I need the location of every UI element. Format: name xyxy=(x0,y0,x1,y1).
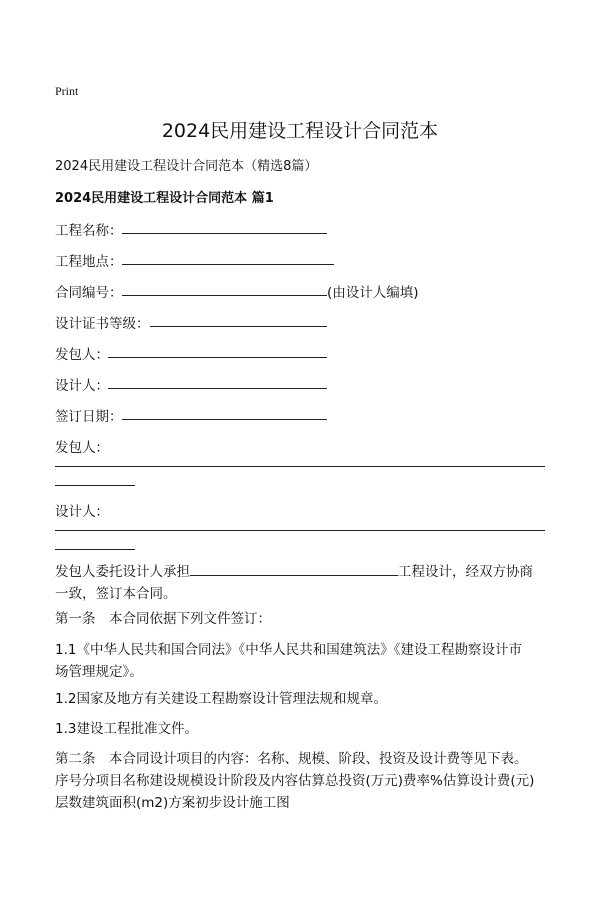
field-label-cert-level: 设计证书等级： xyxy=(55,316,150,332)
cert-level-blank[interactable] xyxy=(150,326,327,327)
project-name-blank[interactable] xyxy=(122,233,327,234)
designer-block-line-2[interactable] xyxy=(55,549,135,550)
section-title: 2024民用建设工程设计合同范本 篇1 xyxy=(55,191,274,206)
field-label-project-location: 工程地点： xyxy=(55,254,123,270)
designer-blank[interactable] xyxy=(108,388,327,389)
designer-block-label: 设计人： xyxy=(55,504,109,520)
intro-paragraph xyxy=(55,561,533,605)
field-label-designer: 设计人： xyxy=(55,378,109,394)
intro-part-2: 工程设计，经双方协商 xyxy=(398,564,533,580)
article-1: 第一条 本合同依据下列文件签订： xyxy=(55,611,271,627)
contract-no-blank[interactable] xyxy=(122,295,327,296)
sign-date-blank[interactable] xyxy=(122,419,327,420)
document-title: 2024民用建设工程设计合同范本 xyxy=(161,120,439,142)
print-label[interactable]: Print xyxy=(55,84,79,98)
article-2-line-3: 层数建筑面积(m2)方案初步设计施工图 xyxy=(55,795,290,811)
intro-part-1: 发包人委托设计人承担 xyxy=(55,564,190,580)
item-1-1-line-2: 场管理规定》。 xyxy=(55,664,143,680)
item-1-3: 1.3建设工程批准文件。 xyxy=(55,721,198,737)
contract-no-note: (由设计人编填) xyxy=(327,285,419,301)
item-1-1 xyxy=(55,639,522,683)
employer-blank[interactable] xyxy=(108,357,327,358)
item-1-2: 1.2国家及地方有关建设工程勘察设计管理法规和规章。 xyxy=(55,691,387,707)
field-label-contract-no: 合同编号： xyxy=(55,285,123,301)
article-2-line-2: 序号分项目名称建设规模设计阶段及内容估算总投资(万元)费率%估算设计费(元) xyxy=(55,773,535,789)
item-1-1-line-1: 1.1《中华人民共和国合同法》《中华人民共和国建筑法》《建设工程勘察设计市 xyxy=(55,642,522,658)
article-2 xyxy=(55,748,534,814)
field-label-project-name: 工程名称： xyxy=(55,223,123,239)
designer-block-line-1[interactable] xyxy=(55,530,545,531)
field-label-sign-date: 签订日期： xyxy=(55,409,123,425)
intro-line-2: 一致，签订本合同。 xyxy=(55,586,177,602)
employer-block-line-1[interactable] xyxy=(55,466,545,467)
employer-block-line-2[interactable] xyxy=(55,485,135,486)
intro-project-blank[interactable] xyxy=(190,561,398,576)
article-2-line-1: 第二条 本合同设计项目的内容：名称、规模、阶段、投资及设计费等见下表。 xyxy=(55,751,528,767)
field-label-employer: 发包人： xyxy=(55,347,109,363)
document-subtitle: 2024民用建设工程设计合同范本（精选8篇） xyxy=(55,159,318,174)
project-location-blank[interactable] xyxy=(122,264,334,265)
employer-block-label: 发包人： xyxy=(55,440,109,456)
